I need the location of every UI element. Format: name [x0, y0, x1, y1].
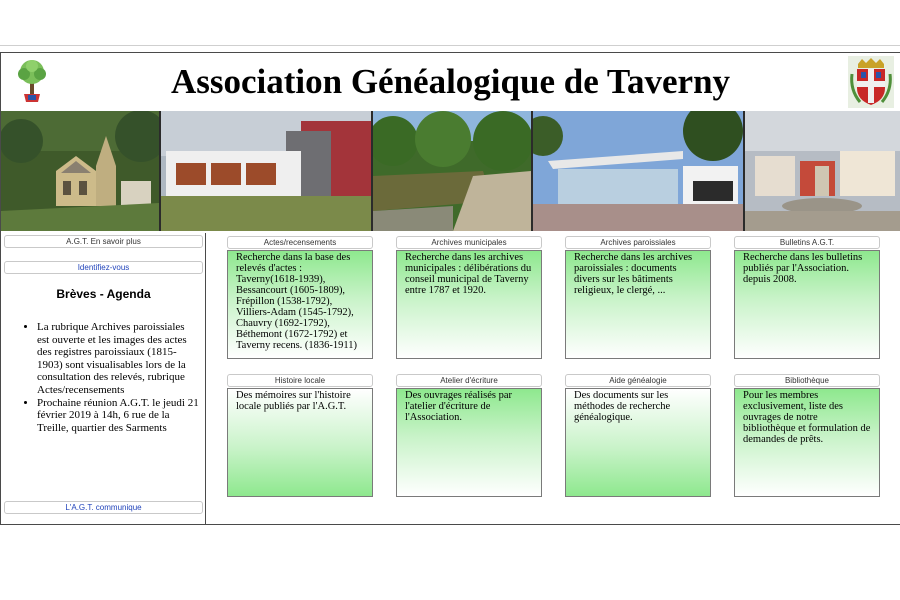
communique-link[interactable]: L'A.G.T. communique — [4, 501, 203, 514]
photo-banner — [1, 111, 900, 231]
card-aide-genealogie[interactable] — [565, 374, 711, 497]
card-label[interactable]: Archives paroissiales — [565, 236, 711, 249]
tree-logo-icon[interactable] — [11, 58, 53, 104]
site-header — [1, 53, 900, 111]
card-description[interactable]: Recherche dans les archives municipales : délibérations du conseil municipal de Taverny entre 1787 et 1920. — [396, 250, 542, 359]
card-atelier-ecriture[interactable] — [396, 374, 542, 497]
card-description[interactable]: Des ouvrages réalisés par l'atelier d'écriture de l'Association. — [396, 388, 542, 497]
top-divider — [0, 45, 900, 46]
page-frame — [0, 52, 900, 525]
main-grid — [207, 233, 900, 525]
news-item: • La rubrique Archives paroissiales est ouverte et les images des actes des registres paroissiaux (1815-1903) sont visualisables lors de la consultation des relevés, rubrique Actes/recensements — [37, 321, 199, 397]
card-label[interactable]: Atelier d'écriture — [396, 374, 542, 387]
card-label[interactable]: Aide généalogie — [565, 374, 711, 387]
sidebar — [1, 233, 206, 525]
modern-building-photo — [161, 111, 371, 231]
card-description[interactable]: Des mémoires sur l'histoire locale publiés par l'A.G.T. — [227, 388, 373, 497]
card-description[interactable]: Recherche dans la base des relevés d'actes : Taverny(1618-1939), Bessancourt (1605-1809), Frépillon (1538-1792), Villiers-Adam (1545-1792), Chauvry (1692-1792), Béthemont (1672-1792) et Taverny recens. (1836-1911) — [227, 250, 373, 359]
news-list — [21, 321, 199, 434]
glass-building-photo — [533, 111, 743, 231]
card-description[interactable]: Pour les membres exclusivement, liste des ouvrages de notre bibliothèque et formulation de demandes de prêts. — [734, 388, 880, 497]
card-bulletins-agt[interactable] — [734, 236, 880, 359]
card-bibliotheque[interactable] — [734, 374, 880, 497]
news-item: • Prochaine réunion A.G.T. le jeudi 21 février 2019 à 14h, 6 rue de la Treille, quartier des Sarments — [37, 397, 199, 435]
card-description[interactable]: Des documents sur les méthodes de recherche généalogique. — [565, 388, 711, 497]
card-label[interactable]: Actes/recensements — [227, 236, 373, 249]
card-description[interactable]: Recherche dans les bulletins publiés par l'Association. depuis 2008. — [734, 250, 880, 359]
fountain-square-photo — [745, 111, 900, 231]
news-title: Brèves - Agenda — [56, 287, 151, 301]
card-label[interactable]: Bibliothèque — [734, 374, 880, 387]
site-title: Association Généalogique de Taverny — [170, 62, 731, 101]
card-histoire-locale[interactable] — [227, 374, 373, 497]
card-actes-recensements[interactable] — [227, 236, 373, 359]
card-description[interactable]: Recherche dans les archives paroissiales : documents divers sur les bâtiments religieux, le clergé, ... — [565, 250, 711, 359]
login-link[interactable]: Identifiez-vous — [4, 261, 203, 274]
card-label[interactable]: Archives municipales — [396, 236, 542, 249]
card-archives-paroissiales[interactable] — [565, 236, 711, 359]
card-label[interactable]: Histoire locale — [227, 374, 373, 387]
about-agt-button[interactable]: A.G.T. En savoir plus — [4, 235, 203, 248]
pond-photo — [373, 111, 531, 231]
coat-of-arms-icon[interactable] — [848, 56, 894, 108]
card-archives-municipales[interactable] — [396, 236, 542, 359]
card-label[interactable]: Bulletins A.G.T. — [734, 236, 880, 249]
basilica-photo — [1, 111, 159, 231]
